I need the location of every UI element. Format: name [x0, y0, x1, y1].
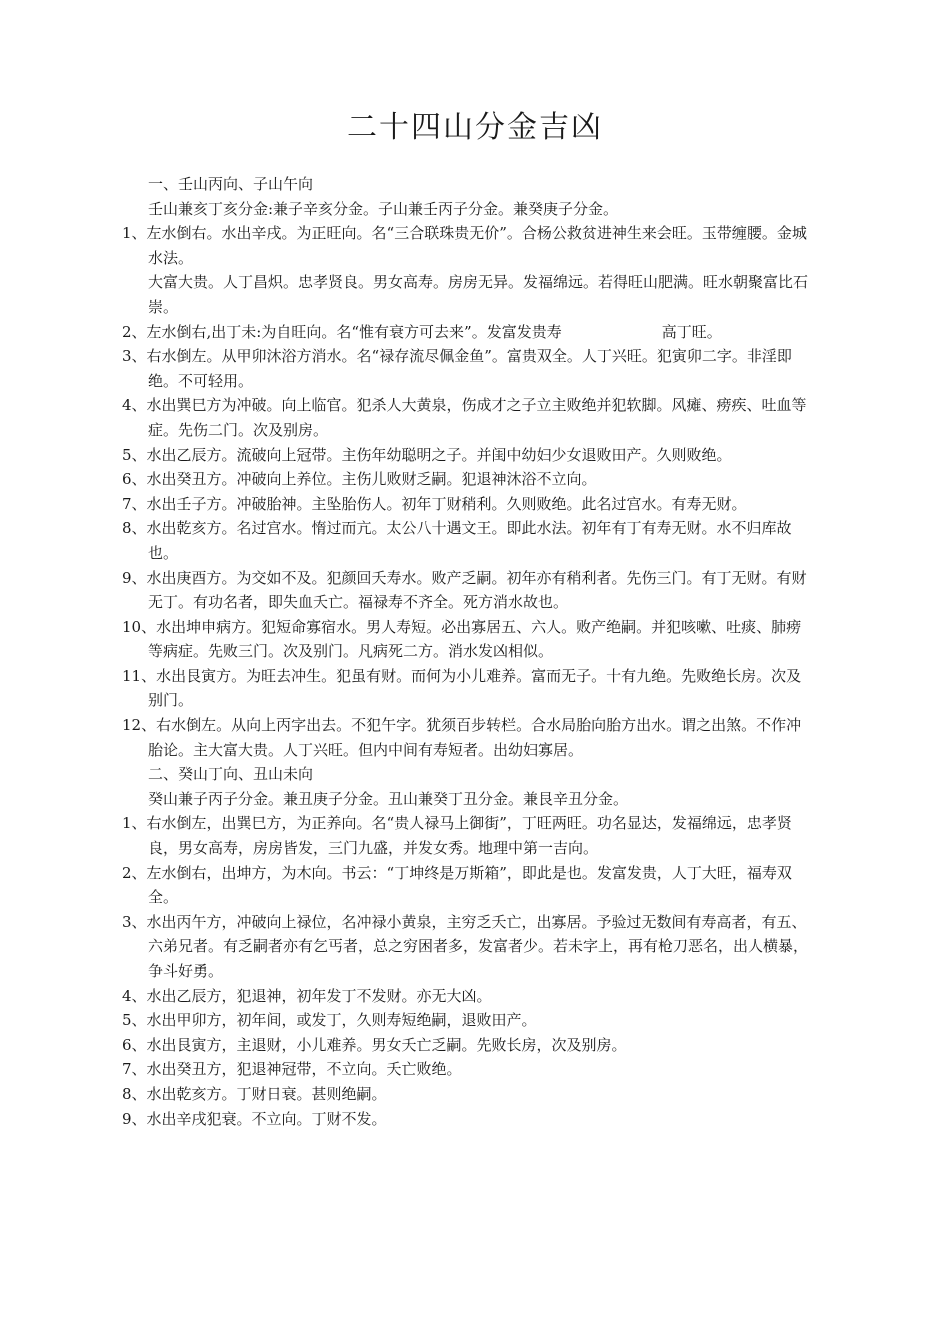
- list-item: 7、水出壬子方。冲破胎神。主坠胎伤人。初年丁财稍利。久则败绝。此名过宫水。有寿无财。: [122, 494, 747, 513]
- list-item: 3、水出丙午方，冲破向上禄位，名冲禄小黄泉，主穷乏夭亡，出寡居。予验过无数间有寿高者，有五、六弟兄者。有乏嗣者亦有乞丐者，总之穷困者多，发富者少。若未字上，再有枪刀恶名，出人横暴，争斗好勇。: [122, 912, 809, 980]
- list-item-continuation: 大富大贵。人丁昌炽。忠孝贤良。男女高寿。房房无异。发福绵远。若得旺山肥满。旺水朝聚富比石崇。: [148, 273, 809, 316]
- list-item: 1、左水倒右。水出辛戌。为正旺向。名“三合联珠贵无价”。合杨公救贫进神生来会旺。玉带缠腰。金城水法。: [122, 224, 807, 267]
- list-item: 10、水出坤申病方。犯短命寡宿水。男人寿短。必出寡居五、六人。败产绝嗣。并犯咳嗽、吐痰、肺痨等病症。先败三门。次及别门。凡病死二方。消水发凶相似。: [122, 617, 802, 661]
- section-heading: 二、癸山丁向、丑山未向: [148, 765, 314, 784]
- list-item: 12、右水倒左。从向上丙字出去。不犯午字。犹须百步转栏。合水局胎向胎方出水。谓之出煞。不作冲胎论。主大富大贵。人丁兴旺。但内中间有寿短者。出幼妇寡居。: [122, 716, 802, 759]
- section-heading: 一、壬山丙向、子山午向: [148, 175, 314, 193]
- document-body: [122, 172, 809, 1131]
- list-item: 1、右水倒左，出巽巳方，为正养向。名“贵人禄马上御街”，丁旺两旺。功名显达，发福绵远，忠孝贤良，男女高寿，房房皆发，三门九盛，并发女秀。地理中第一吉向。: [122, 814, 792, 858]
- list-item: 8、水出乾亥方。丁财日衰。甚则绝嗣。: [122, 1084, 387, 1103]
- fenjin-line: 癸山兼子丙子分金。兼丑庚子分金。丑山兼癸丁丑分金。兼艮辛丑分金。: [148, 789, 629, 808]
- list-item: 5、水出甲卯方，初年间，或发丁，久则寿短绝嗣，退败田产。: [122, 1011, 537, 1030]
- list-item: 4、水出巽巳方为冲破。向上临官。犯杀人大黄泉，伤成才之子立主败绝并犯软脚。风瘫、痨疾、吐血等症。先伤二门。次及别房。: [122, 396, 807, 439]
- list-item: 3、右水倒左。从甲卯沐浴方消水。名“禄存流尽佩金鱼”。富贵双全。人丁兴旺。犯寅卯二字。非淫即绝。不可轻用。: [122, 347, 792, 390]
- list-item: 9、水出辛戌犯衰。不立向。丁财不发。: [122, 1109, 387, 1128]
- list-item: 6、水出艮寅方，主退财，小儿难养。男女夭亡乏嗣。先败长房，次及别房。: [122, 1035, 627, 1054]
- list-item: 5、水出乙辰方。流破向上冠带。主伤年幼聪明之子。并闺中幼妇少女退败田产。久则败绝。: [122, 445, 732, 464]
- list-item: 8、水出乾亥方。名过宫水。惰过而亢。太公八十遇文王。即此水法。初年有丁有寿无财。水不归库故也。: [122, 519, 792, 562]
- list-item: 9、水出庚酉方。为交如不及。犯颜回夭寿水。败产乏嗣。初年亦有稍利者。先伤三门。有丁无财。有财无丁。有功名者，即失血夭亡。福禄寿不齐全。死方消水故也。: [122, 568, 807, 612]
- list-item: 6、水出癸丑方。冲破向上养位。主伤儿败财乏嗣。犯退神沐浴不立向。: [122, 470, 597, 489]
- fenjin-line: 壬山兼亥丁亥分金:兼子辛亥分金。子山兼壬丙子分金。兼癸庚子分金。: [148, 199, 619, 218]
- list-item-text: 2、左水倒右,出丁未:为自旺向。名“惟有衰方可去来”。发富发贵寿: [122, 322, 562, 341]
- list-item: 11、水出艮寅方。为旺去冲生。犯虽有财。而何为小儿难养。富而无子。十有九绝。先败绝长房。次及别门。: [122, 666, 802, 710]
- list-item: [122, 320, 808, 345]
- list-item: 4、水出乙辰方，犯退神，初年发丁不发财。亦无大凶。: [122, 986, 492, 1005]
- list-item: 2、左水倒右，出坤方，为木向。书云：“丁坤终是万斯箱”，即此是也。发富发贵，人丁大旺，福寿双全。: [122, 863, 792, 907]
- list-item-text: 高丁旺。: [661, 322, 722, 341]
- list-item: 7、水出癸丑方，犯退神冠带，不立向。夭亡败绝。: [122, 1060, 462, 1079]
- page-title: 二十四山分金吉凶: [347, 110, 603, 145]
